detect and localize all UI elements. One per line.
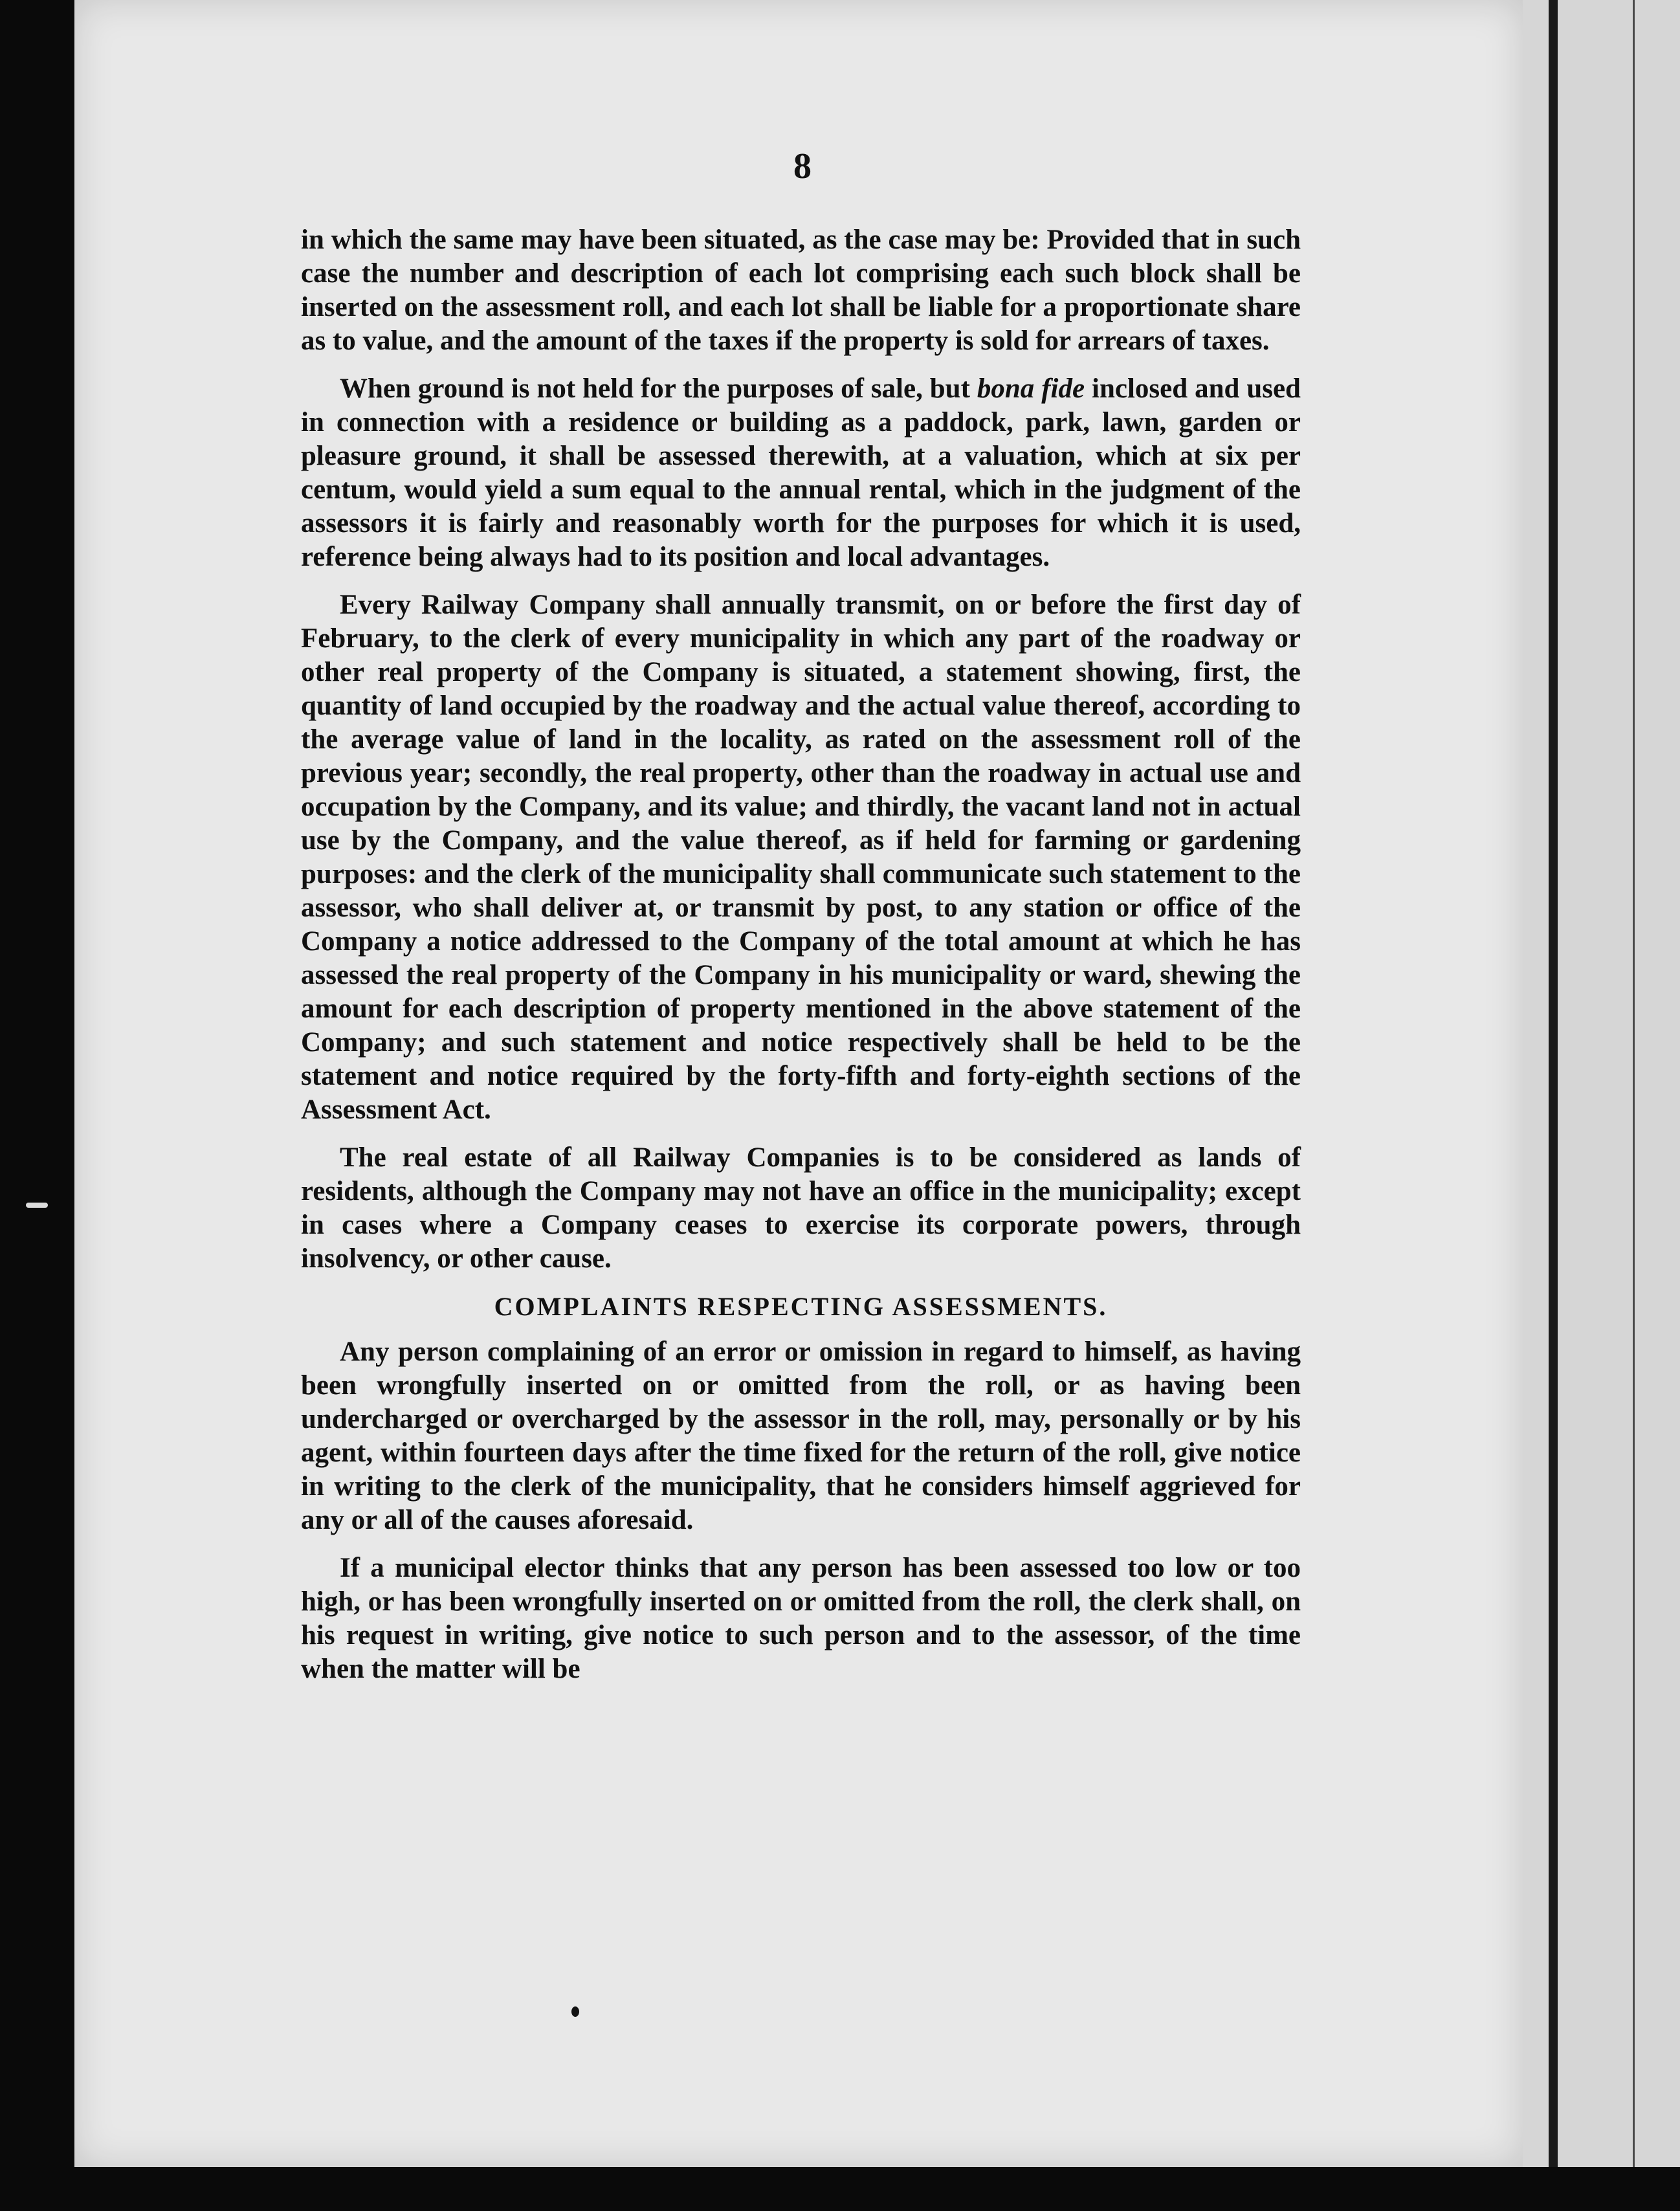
scan-left-border — [0, 0, 74, 2211]
page-number: 8 — [793, 146, 812, 186]
paragraph-text-end: inclosed and used in connection with a residence or building as a paddock, park, lawn, garden or pleasure ground, it shall be assessed therewith, at a valuation, which at six per centum, would yield a sum equal to the annual rental, which in the judgment of the assessors it is fairly and reasonably worth for the purposes for which it is used, reference being always had to its position and local advantages. — [301, 373, 1301, 572]
page-fold-line — [1633, 0, 1635, 2211]
ink-speck — [571, 2006, 579, 2017]
paragraph: If a municipal elector thinks that any person has been assessed too low or too high, or has been wrongfully inserted on or omitted from the roll, the clerk shall, on his request in writing, give notice to such person and to the assessor, of the time when the matter will be — [301, 1553, 1301, 1684]
paragraph: Any person complaining of an error or omission in regard to himself, as having been wrongfully inserted on or omitted from the roll, or as having been undercharged or overcharged by the assessor in the roll, may, personally or by his agent, within fourteen days after the time fixed for the return of the roll, give notice in writing to the clerk of the municipality, that he considers himself aggrieved for any or all of the causes aforesaid. — [301, 1337, 1301, 1535]
scan-bottom-border — [0, 2167, 1680, 2211]
section-heading: COMPLAINTS RESPECTING ASSESSMENTS. — [494, 1292, 1108, 1321]
italic-phrase: bona fide — [977, 373, 1085, 404]
paragraph: The real estate of all Railway Companies is to be considered as lands of residents, although the Company may not have an office in the municipality; except in cases where a Company ceases to exercise its corporate powers, through insolvency, or other cause. — [301, 1142, 1301, 1274]
paragraph: Every Railway Company shall annually transmit, on or before the first day of February, to the clerk of every municipality in which any part of the roadway or other real property of the Company is situated, a statement showing, first, the quantity of land occupied by the roadway and the actual value thereof, according to the average value of land in the locality, as rated on the assessment roll of the previous year; secondly, the real property, other than the roadway in actual use and occupation by the Company, and its value; and thirdly, the vacant land not in actual use by the Company, and the value thereof, as if held for farming or gardening purposes: and the clerk of the municipality shall communicate such statement to the assessor, who shall deliver at, or transmit by post, to any station or office of the Company a notice addressed to the Company of the total amount at which he has assessed the real property of the Company in his municipality or ward, shewing the amount for each description of property mentioned in the above statement of the Company; and such statement and notice respectively shall be held to be the statement and notice required by the forty-fifth and forty-eighth sections of the Assessment Act. — [301, 590, 1301, 1125]
paragraph — [301, 372, 1301, 574]
body-text — [301, 223, 1301, 1700]
scan-right-edge — [1523, 0, 1680, 2211]
binding-spine — [1549, 0, 1558, 2211]
paragraph-text-start: When ground is not held for the purposes of sale, but — [340, 373, 977, 404]
paragraph: in which the same may have been situated, as the case may be: Provided that in such case the number and description of each lot comprising each such block shall be inserted on the assessment roll, and each lot shall be liable for a proportionate share as to value, and the amount of the taxes if the property is sold for arrears of taxes. — [301, 225, 1301, 356]
ink-speck — [26, 1203, 48, 1208]
